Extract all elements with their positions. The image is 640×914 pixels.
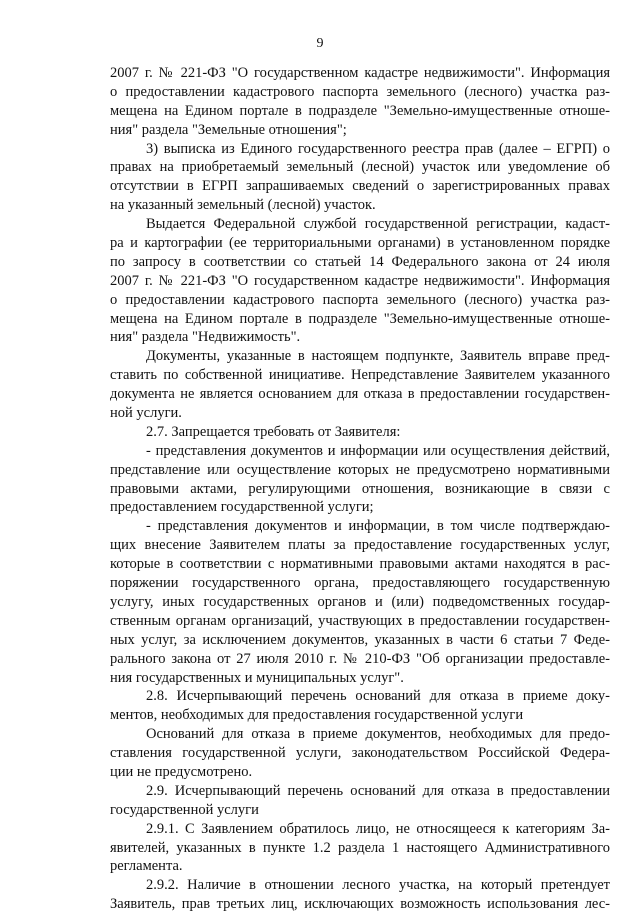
text-line: ной услуги.	[110, 405, 182, 422]
text-line: ра и картографии (ее территориальными органами) в установленном порядке	[110, 235, 610, 252]
text-line: 2.7. Запрещается требовать от Заявителя:	[146, 423, 401, 440]
text-line: правах на приобретаемый земельный (лесной) участок или уведомление об	[110, 159, 610, 176]
text-line: которые в соответствии с нормативными правовыми актами находятся в рас-	[110, 556, 610, 573]
text-line: предоставлением государственной услуги;	[110, 499, 374, 516]
text-line: правовыми актами, регулирующими отношения, возникающие в связи с	[110, 480, 610, 497]
text-line: 2.8. Исчерпывающий перечень оснований для отказа в приеме доку-	[146, 688, 610, 705]
text-line: Выдается Федеральной службой государственной регистрации, кадаст-	[146, 216, 610, 233]
text-line: о предоставлении кадастрового паспорта земельного (лесного) участка раз-	[110, 83, 610, 100]
text-line: ментов, необходимых для предоставления государственной услуги	[110, 707, 524, 724]
text-line: о предоставлении кадастрового паспорта земельного (лесного) участка раз-	[110, 291, 610, 308]
text-line: представление или осуществление которых не предусмотрено нормативными	[110, 461, 610, 478]
text-line: ции не предусмотрено.	[110, 763, 253, 780]
text-line: документа не является основанием для отказа в предоставлении государствен-	[110, 386, 610, 403]
text-line: ставления государственной услуги, законодательством Российской Федера-	[110, 745, 610, 762]
text-line: 2007 г. № 221-ФЗ "О государственном кадастре недвижимости". Информация	[110, 65, 610, 81]
text-line: рального закона от 27 июля 2010 г. № 210-ФЗ "Об организации предоставле-	[110, 650, 610, 667]
text-line: поряжении государственного органа, предоставляющего государственную	[110, 575, 610, 592]
page-number: 9	[316, 36, 324, 51]
text-line: ставить по собственной инициативе. Непредставление Заявителем указанного	[110, 367, 610, 384]
text-line: услугу, иных государственных органов и (или) подведомственных государ-	[110, 593, 610, 610]
text-line: мещена на Едином портале в подразделе "Земельно-имущественные отноше-	[110, 102, 610, 119]
text-line: щих внесение Заявителем платы за предоставление государственных услуг,	[110, 537, 610, 554]
text-line: 2.9. Исчерпывающий перечень оснований для отказа в предоставлении	[146, 782, 610, 799]
text-line: регламента.	[110, 858, 183, 875]
text-line: по запросу в соответствии со статьей 14 Федерального закона от 24 июля	[110, 253, 610, 270]
text-line: Оснований для отказа в приеме документов, необходимых для предо-	[146, 726, 610, 743]
text-line: ственным органам организаций, участвующих в предоставлении государствен-	[110, 612, 610, 629]
text-line: явителей, указанных в пункте 1.2 раздела 1 настоящего Административного	[110, 839, 610, 856]
text-line: 2.9.2. Наличие в отношении лесного участка, на который претендует	[146, 877, 610, 894]
text-line: государственной услуги	[110, 801, 259, 818]
text-line: Документы, указанные в настоящем подпункте, Заявитель вправе пред-	[146, 348, 610, 365]
text-line: ных услуг, за исключением документов, указанных в части 6 статьи 7 Феде-	[110, 631, 610, 648]
text-line: 2007 г. № 221-ФЗ "О государственном кадастре недвижимости". Информация	[110, 272, 610, 289]
text-line: ния" раздела "Земельные отношения";	[110, 121, 347, 138]
text-line: 2.9.1. С Заявлением обратилось лицо, не относящееся к категориям За-	[146, 820, 610, 837]
document-body	[110, 64, 610, 914]
text-line: - представления документов и информации или осуществления действий,	[146, 442, 610, 459]
text-line: на указанный земельный (лесной) участок.	[110, 197, 376, 214]
text-line: отсутствии в ЕГРП запрашиваемых сведений о зарегистрированных правах	[110, 178, 610, 195]
text-line: - представления документов и информации, в том числе подтверждаю-	[146, 518, 610, 535]
text-line: ния" раздела "Недвижимость".	[110, 329, 301, 346]
text-line: Заявитель, прав третьих лиц, исключающих возможность использования лес-	[110, 896, 610, 913]
text-line: ния государственных и муниципальных услуг".	[110, 669, 404, 686]
text-line: 3) выписка из Единого государственного реестра прав (далее – ЕГРП) о	[146, 140, 610, 157]
text-line: мещена на Едином портале в подразделе "Земельно-имущественные отноше-	[110, 310, 610, 327]
